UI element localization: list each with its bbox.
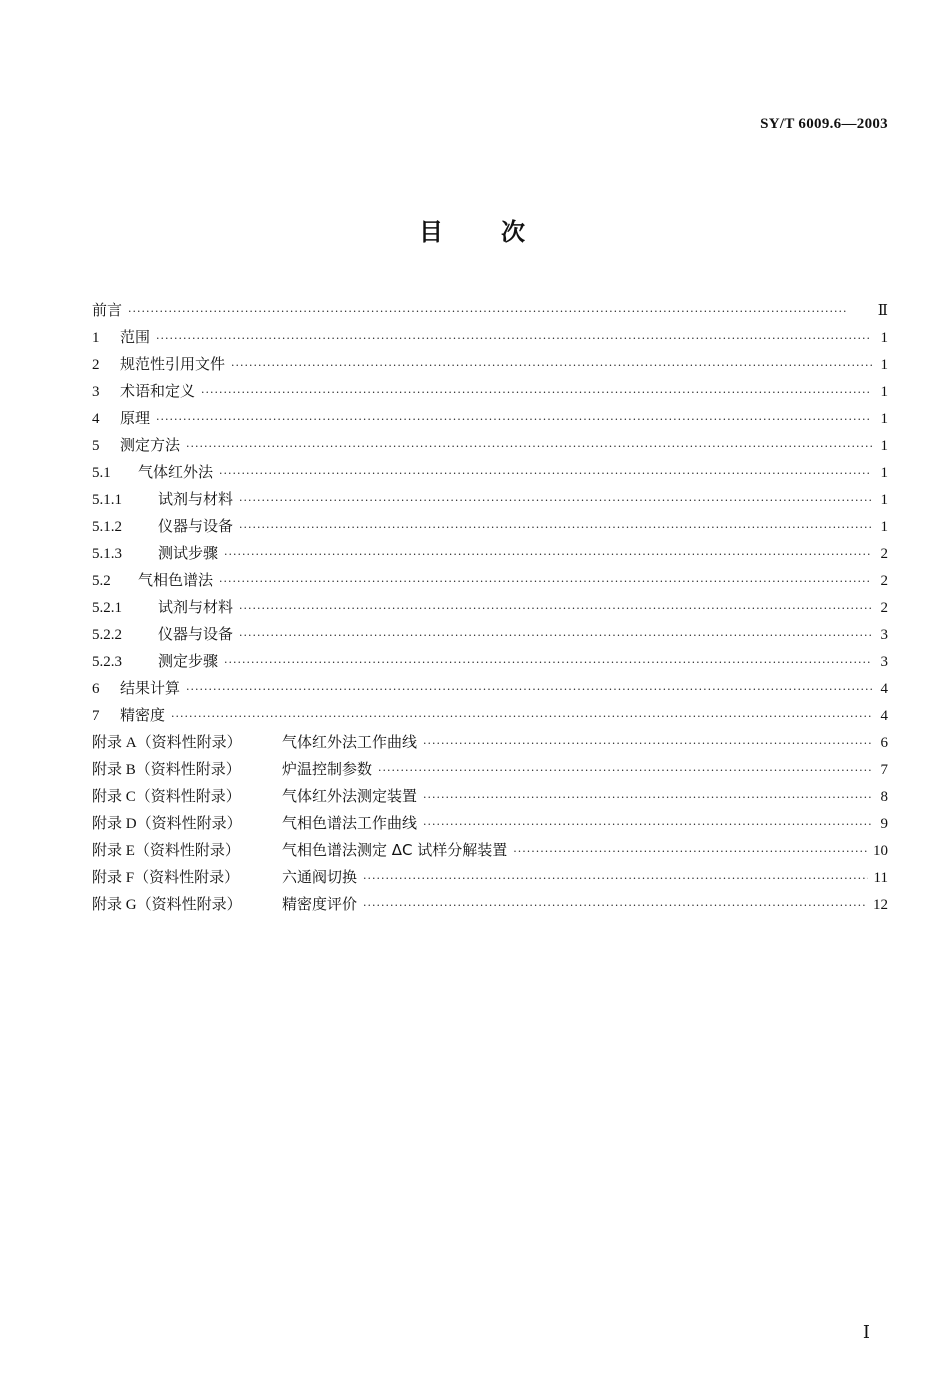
toc-entry-page: 1 xyxy=(880,357,888,373)
toc-entry-number: 3 xyxy=(92,384,100,400)
toc-dot-leader xyxy=(239,514,872,541)
toc-entry-title: 六通阀切换 xyxy=(282,868,358,886)
toc-dot-leader xyxy=(423,730,872,757)
toc-entry-label xyxy=(92,756,372,784)
toc-entry-title: 试剂与材料 xyxy=(158,598,234,616)
toc-entry-label xyxy=(92,513,233,541)
toc-entry-title: 原理 xyxy=(120,409,151,427)
toc-dot-leader xyxy=(156,406,872,433)
toc-entry-title: 前言 xyxy=(92,301,123,319)
toc-entry-title: 气体红外法测定装置 xyxy=(282,787,418,805)
toc-entry-label xyxy=(92,459,213,487)
document-code: SY/T 6009.6—2003 xyxy=(760,116,888,132)
toc-entry-label xyxy=(92,594,233,622)
toc-entry[interactable] xyxy=(92,891,888,918)
toc-dot-leader xyxy=(363,865,868,892)
toc-entry-number: 1 xyxy=(92,330,100,346)
toc-dot-leader xyxy=(219,460,872,487)
toc-entry[interactable] xyxy=(92,837,888,864)
table-of-contents xyxy=(92,297,888,918)
toc-dot-leader xyxy=(128,298,872,325)
toc-entry[interactable] xyxy=(92,405,888,432)
toc-entry-number: 4 xyxy=(92,411,100,427)
toc-entry-number: 5.2.2 xyxy=(92,627,122,643)
page-number: Ⅰ xyxy=(862,1322,870,1342)
toc-entry-title: 测定步骤 xyxy=(158,652,219,670)
toc-entry-number: 5.1.3 xyxy=(92,546,122,562)
toc-dot-leader xyxy=(239,622,872,649)
toc-entry-label xyxy=(92,675,180,703)
toc-entry[interactable] xyxy=(92,675,888,702)
toc-entry-label xyxy=(92,297,122,324)
toc-entry[interactable] xyxy=(92,810,888,837)
toc-dot-leader xyxy=(156,325,872,352)
toc-entry-page: 2 xyxy=(880,573,888,589)
toc-entry-number: 5 xyxy=(92,438,100,454)
toc-entry-number: 附录 A（资料性附录） xyxy=(92,735,242,751)
toc-entry-page: 3 xyxy=(880,654,888,670)
toc-entry-title: 测定方法 xyxy=(120,436,181,454)
toc-entry-number: 附录 C（资料性附录） xyxy=(92,789,241,805)
toc-entry-label xyxy=(92,567,213,595)
toc-dot-leader xyxy=(231,352,872,379)
toc-entry-label xyxy=(92,486,233,514)
toc-entry[interactable] xyxy=(92,513,888,540)
toc-dot-leader xyxy=(513,838,867,865)
toc-dot-leader xyxy=(378,757,872,784)
toc-entry-title: 炉温控制参数 xyxy=(282,760,373,778)
toc-entry-label xyxy=(92,378,195,406)
toc-entry-title: 气体红外法工作曲线 xyxy=(282,733,418,751)
toc-entry[interactable] xyxy=(92,864,888,891)
toc-entry-title: 气相色谱法测定 ΔC 试样分解装置 xyxy=(282,841,508,859)
toc-entry-label xyxy=(92,891,357,919)
toc-entry[interactable] xyxy=(92,783,888,810)
toc-entry-label xyxy=(92,621,233,649)
toc-entry[interactable] xyxy=(92,459,888,486)
toc-entry[interactable] xyxy=(92,756,888,783)
toc-dot-leader xyxy=(224,649,872,676)
toc-entry-label xyxy=(92,648,218,676)
toc-entry-page: 4 xyxy=(880,681,888,697)
toc-entry-page: 10 xyxy=(873,843,888,859)
toc-entry-label xyxy=(92,432,180,460)
toc-entry-number: 5.2 xyxy=(92,573,111,589)
toc-entry[interactable] xyxy=(92,729,888,756)
toc-entry-page: 3 xyxy=(880,627,888,643)
toc-entry-page: 6 xyxy=(880,735,888,751)
toc-entry-page: 2 xyxy=(880,546,888,562)
toc-entry-page: 1 xyxy=(880,492,888,508)
toc-entry-number: 2 xyxy=(92,357,100,373)
toc-dot-leader xyxy=(186,676,872,703)
toc-entry-title: 测试步骤 xyxy=(158,544,219,562)
toc-entry-page: 8 xyxy=(880,789,888,805)
toc-entry[interactable] xyxy=(92,351,888,378)
toc-dot-leader xyxy=(423,811,872,838)
toc-entry-title: 气相色谱法工作曲线 xyxy=(282,814,418,832)
toc-entry-number: 附录 B（资料性附录） xyxy=(92,762,241,778)
toc-entry-page: 7 xyxy=(880,762,888,778)
toc-entry-title: 仪器与设备 xyxy=(158,625,234,643)
toc-entry-number: 附录 D（资料性附录） xyxy=(92,816,242,832)
toc-entry-page: 11 xyxy=(873,870,888,886)
toc-entry-number: 5.2.3 xyxy=(92,654,122,670)
toc-entry-number: 5.2.1 xyxy=(92,600,122,616)
toc-entry-title: 结果计算 xyxy=(120,679,181,697)
toc-entry-label xyxy=(92,351,225,379)
toc-entry-title: 仪器与设备 xyxy=(158,517,234,535)
toc-dot-leader xyxy=(201,379,872,406)
toc-title: 目次 xyxy=(419,218,583,246)
toc-entry[interactable] xyxy=(92,702,888,729)
toc-entry-label xyxy=(92,864,357,892)
toc-entry-label xyxy=(92,702,165,730)
toc-dot-leader xyxy=(239,487,872,514)
toc-entry[interactable] xyxy=(92,621,888,648)
toc-entry-number: 5.1.1 xyxy=(92,492,122,508)
toc-entry[interactable] xyxy=(92,324,888,351)
toc-entry-number: 5.1.2 xyxy=(92,519,122,535)
toc-entry[interactable] xyxy=(92,432,888,459)
toc-entry-page: 1 xyxy=(880,465,888,481)
toc-entry-page: 9 xyxy=(880,816,888,832)
toc-entry-page: 1 xyxy=(880,411,888,427)
toc-entry-label xyxy=(92,810,417,838)
toc-dot-leader xyxy=(224,541,872,568)
toc-entry-page: 12 xyxy=(873,897,888,913)
toc-entry-page: 1 xyxy=(880,384,888,400)
toc-entry-number: 附录 G（资料性附录） xyxy=(92,897,242,913)
toc-entry-label xyxy=(92,729,417,757)
toc-entry-title: 气相色谱法 xyxy=(138,571,214,589)
toc-entry-label xyxy=(92,783,417,811)
toc-dot-leader xyxy=(423,784,872,811)
toc-entry[interactable] xyxy=(92,594,888,621)
toc-entry[interactable] xyxy=(92,567,888,594)
toc-entry[interactable] xyxy=(92,297,888,324)
toc-entry-page: 1 xyxy=(880,519,888,535)
toc-entry-title: 精密度评价 xyxy=(282,895,358,913)
toc-entry-page: 1 xyxy=(880,438,888,454)
toc-entry-title: 规范性引用文件 xyxy=(120,355,226,373)
toc-entry[interactable] xyxy=(92,540,888,567)
toc-dot-leader xyxy=(186,433,872,460)
toc-entry-title: 精密度 xyxy=(120,706,166,724)
toc-dot-leader xyxy=(239,595,872,622)
toc-entry-page: Ⅱ xyxy=(877,303,888,319)
toc-entry-label xyxy=(92,540,218,568)
toc-entry-number: 7 xyxy=(92,708,100,724)
toc-entry-page: 2 xyxy=(880,600,888,616)
toc-entry-page: 4 xyxy=(880,708,888,724)
toc-entry-title: 术语和定义 xyxy=(120,382,196,400)
toc-entry-title: 气体红外法 xyxy=(138,463,214,481)
toc-entry[interactable] xyxy=(92,648,888,675)
toc-entry-number: 附录 F（资料性附录） xyxy=(92,870,240,886)
toc-dot-leader xyxy=(219,568,872,595)
toc-entry-title: 范围 xyxy=(120,328,151,346)
toc-entry-label xyxy=(92,837,507,865)
toc-entry-number: 附录 E（资料性附录） xyxy=(92,843,240,859)
toc-entry-title: 试剂与材料 xyxy=(158,490,234,508)
toc-entry-number: 6 xyxy=(92,681,100,697)
toc-entry[interactable] xyxy=(92,486,888,513)
toc-dot-leader xyxy=(171,703,872,730)
toc-entry-label xyxy=(92,324,150,352)
toc-entry-number: 5.1 xyxy=(92,465,111,481)
toc-entry-label xyxy=(92,405,150,433)
toc-entry[interactable] xyxy=(92,378,888,405)
toc-dot-leader xyxy=(363,892,867,919)
toc-entry-page: 1 xyxy=(880,330,888,346)
